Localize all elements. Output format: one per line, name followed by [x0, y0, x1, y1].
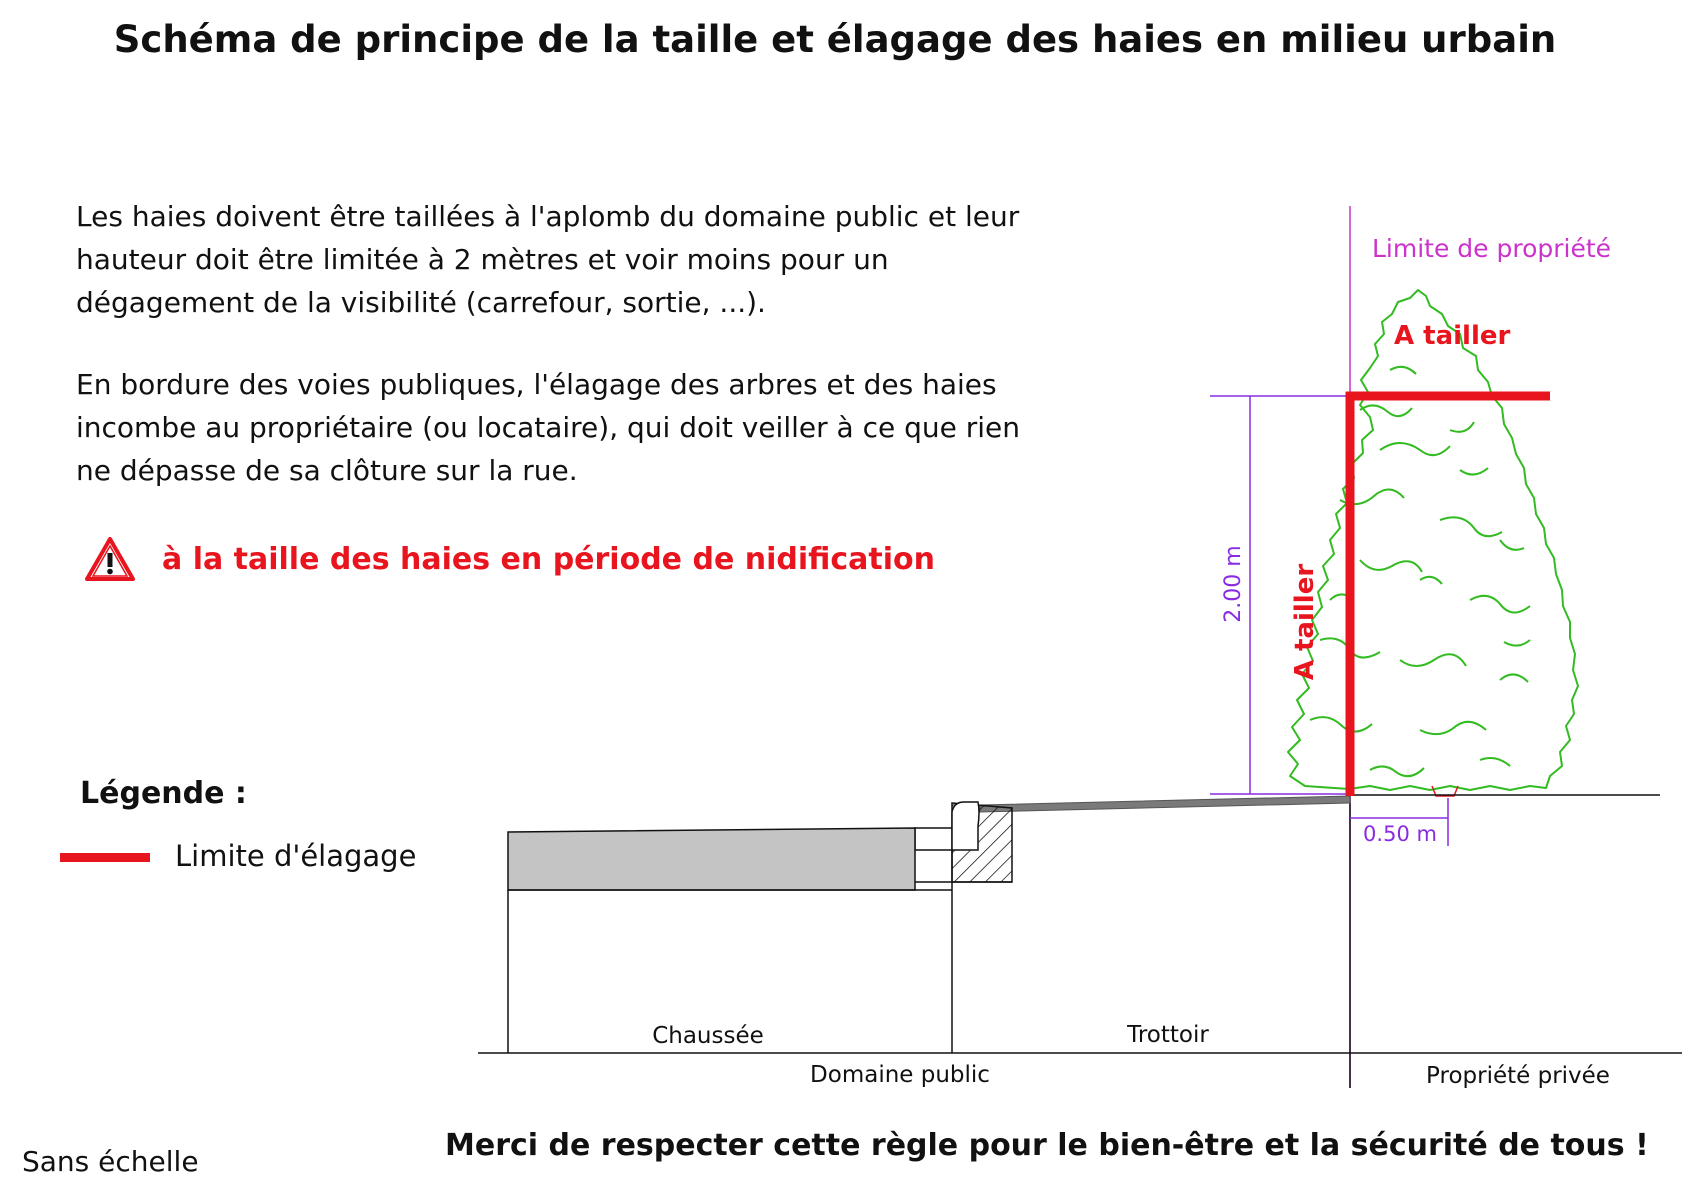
paragraph-line: En bordure des voies publiques, l'élagage des arbres et des haies: [76, 368, 997, 401]
zone-label-propriete-privee: Propriété privée: [1426, 1063, 1610, 1089]
legend-label-pruning-limit: Limite d'élagage: [175, 839, 417, 873]
zone-label-trottoir: Trottoir: [1127, 1022, 1209, 1048]
warning-text: à la taille des haies en période de nidification: [162, 541, 935, 577]
property-limit-label: Limite de propriété: [1372, 234, 1612, 263]
scale-note: Sans échelle: [22, 1145, 199, 1178]
legend-title: Légende :: [80, 776, 247, 811]
hedge-illustration: [1288, 290, 1578, 790]
cut-label-side: A tailler: [1290, 563, 1320, 681]
cut-label-top: A tailler: [1394, 321, 1511, 351]
zone-label-chaussee: Chaussée: [652, 1023, 764, 1049]
zone-label-domaine-public: Domaine public: [810, 1062, 990, 1088]
paragraph-line: dégagement de la visibilité (carrefour, sortie, ...).: [76, 286, 766, 319]
pruning-limit-line: [1346, 392, 1550, 796]
paragraph-line: ne dépasse de sa clôture sur la rue.: [76, 454, 578, 487]
road-surface: [508, 828, 915, 890]
page-title: Schéma de principe de la taille et élagage des haies en milieu urbain: [113, 18, 1557, 61]
footer-message: Merci de respecter cette règle pour le bien-être et la sécurité de tous !: [445, 1128, 1649, 1163]
paragraph-line: incombe au propriétaire (ou locataire), qui doit veiller à ce que rien: [76, 411, 1021, 444]
sidewalk-surface: [980, 796, 1350, 812]
paragraph-line: Les haies doivent être taillées à l'aplomb du domaine public et leur: [76, 200, 1020, 233]
width-dimension-label: 0.50 m: [1363, 822, 1437, 846]
height-dimension-label: 2.00 m: [1221, 545, 1246, 623]
paragraph-line: hauteur doit être limitée à 2 mètres et voir moins pour un: [76, 243, 889, 276]
